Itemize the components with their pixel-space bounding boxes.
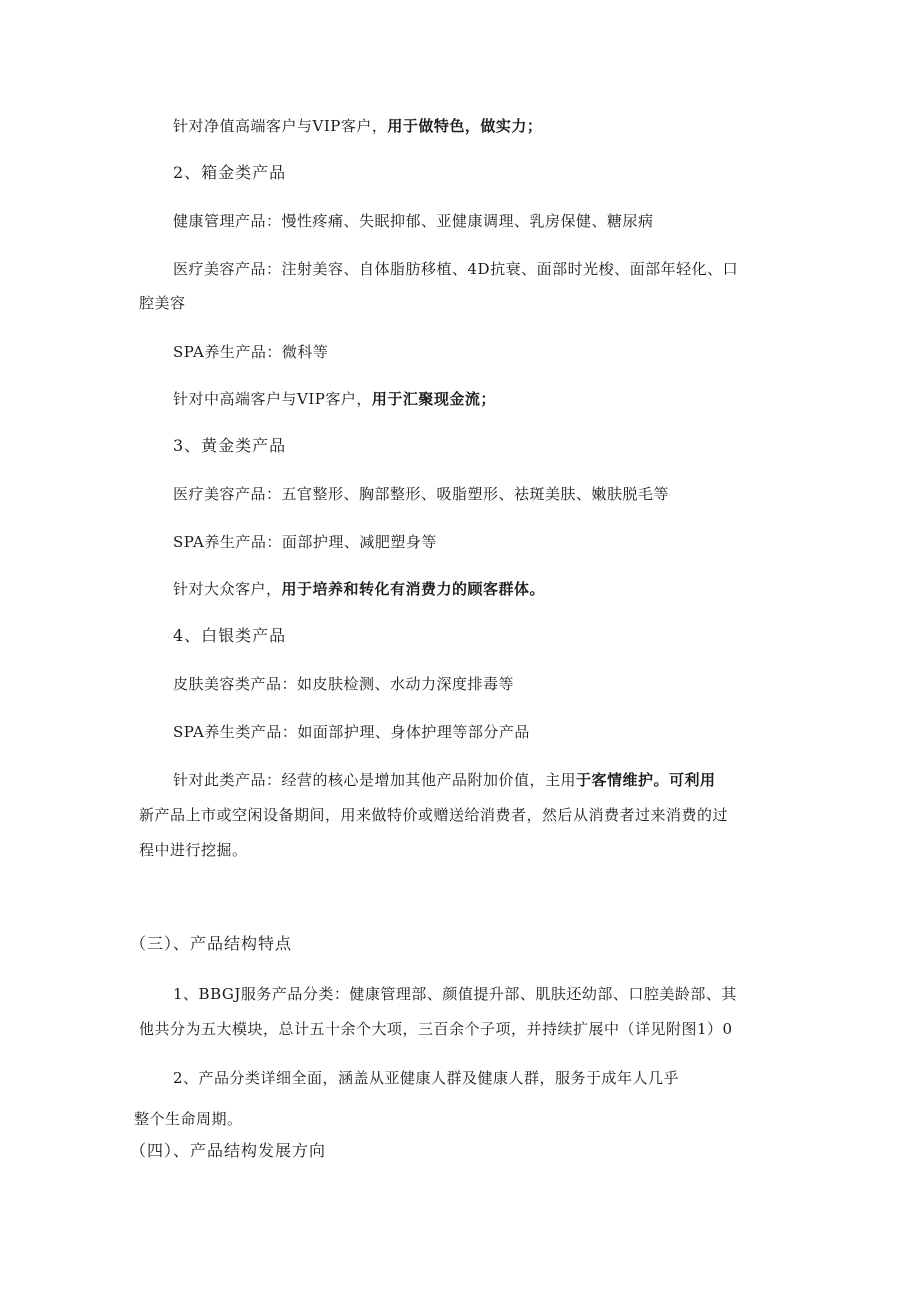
text-line: 针对净值高端客户与VIP客户，用于做特色，做实力； xyxy=(173,117,543,135)
text-line: 针对此类产品：经营的核心是增加其他产品附加价值，主用于客情维护。可利用 xyxy=(173,771,716,789)
section-heading: 3、黄金类产品 xyxy=(173,436,287,455)
text-line: 1、BBGJ服务产品分类：健康管理部、颜值提升部、肌肤还幼部、口腔美龄部、其 xyxy=(173,985,737,1003)
text-line: 皮肤美容类产品：如皮肤检测、水动力深度排毒等 xyxy=(173,675,515,693)
text-line: 程中进行挖掘。 xyxy=(139,841,248,859)
text-line: 2、产品分类详细全面，涵盖从亚健康人群及健康人群，服务于成年人几乎 xyxy=(173,1069,680,1087)
section-heading: 4、白银类产品 xyxy=(173,626,287,645)
text-line: SPA养生产品：微科等 xyxy=(173,343,329,361)
text-line: SPA养生产品：面部护理、减肥塑身等 xyxy=(173,533,437,551)
text-line: 医疗美容产品：注射美容、自体脂肪移植、4D抗衰、面部时光梭、面部年轻化、口 xyxy=(173,260,739,278)
text-line: 腔美容 xyxy=(139,294,186,312)
text-line: 针对大众客户，用于培养和转化有消费力的顾客群体。 xyxy=(173,580,546,598)
text-line: 医疗美容产品：五官整形、胸部整形、吸脂塑形、祛斑美肤、嫩肤脱毛等 xyxy=(173,485,670,503)
text-line: 新产品上市或空闲设备期间，用来做特价或赠送给消费者，然后从消费者过来消费的过 xyxy=(139,806,729,824)
text-line: 针对中高端客户与VIP客户，用于汇聚现金流； xyxy=(173,390,496,408)
text-line: SPA养生类产品：如面部护理、身体护理等部分产品 xyxy=(173,723,530,741)
section-heading: （四）、产品结构发展方向 xyxy=(130,1141,327,1160)
text-line: 他共分为五大模块，总计五十余个大项，三百余个子项，并持续扩展中（详见附图1）0 xyxy=(139,1020,733,1038)
text-line: 健康管理产品：慢性疼痛、失眠抑郁、亚健康调理、乳房保健、糖尿病 xyxy=(173,212,654,230)
section-heading: 2、箱金类产品 xyxy=(173,163,287,182)
section-heading: （三）、产品结构特点 xyxy=(130,934,293,953)
text-line: 整个生命周期。 xyxy=(134,1110,243,1128)
